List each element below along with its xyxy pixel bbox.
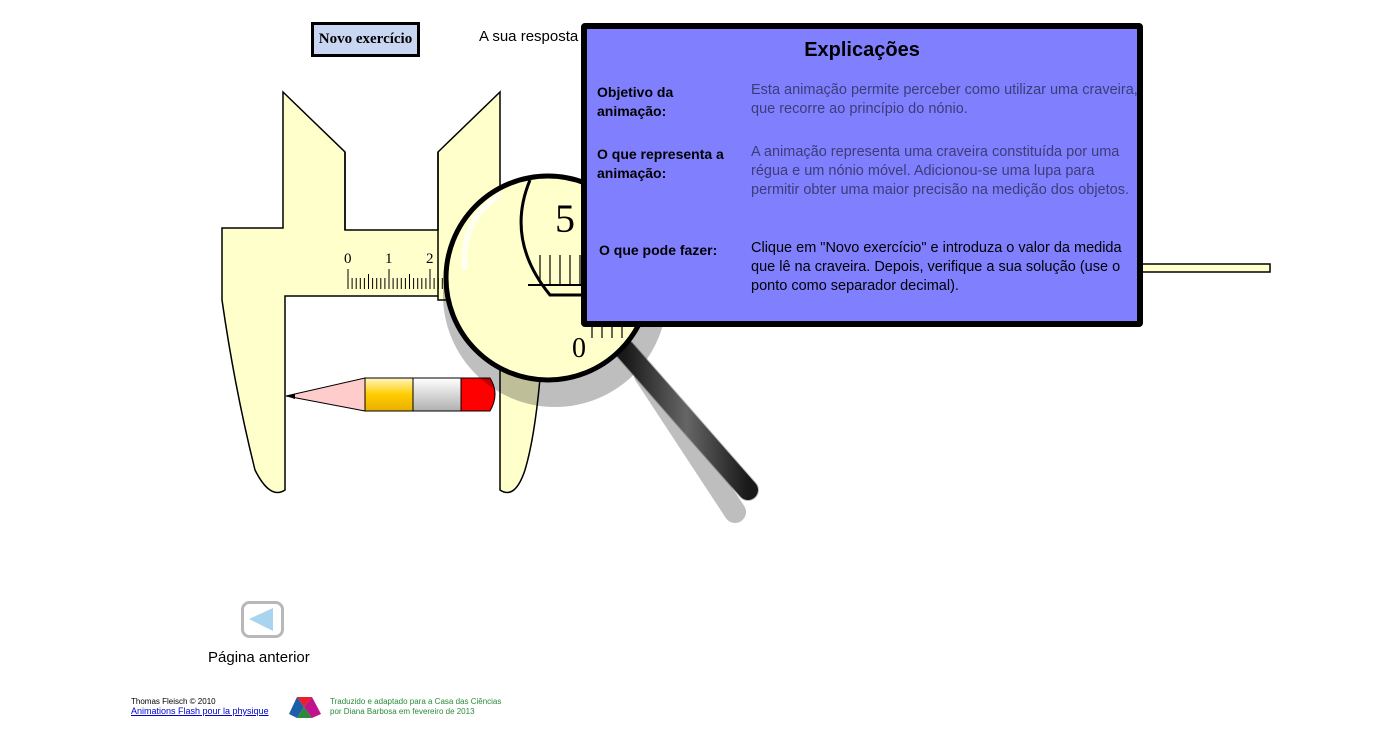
scale-label-2: 2	[426, 251, 434, 267]
row-text-represents: A animação representa uma craveira constituída por uma régua e um nónio móvel. Adicionou-se uma lupa para permitir obter uma maior precisão na medição dos objetos.	[751, 144, 1129, 198]
credit-author: Thomas Fleisch © 2010	[131, 697, 216, 706]
credit-link[interactable]: Animations Flash pour la physique	[131, 706, 269, 716]
credit-translation-line1: Traduzido e adaptado para a Casa das Ciências	[330, 697, 502, 706]
pencil	[286, 378, 495, 411]
credit-translation-line2: por Diana Barbosa em fevereiro de 2013	[330, 707, 475, 716]
row-label-represents: O que representa a animação:	[597, 146, 724, 181]
new-exercise-button[interactable]: Novo exercício	[311, 22, 420, 57]
casa-das-ciencias-logo-icon	[288, 694, 322, 720]
panel-title: Explicações	[804, 39, 920, 61]
explanations-panel	[581, 23, 1143, 327]
row-text-what-to-do: Clique em "Novo exercício" e introduza o valor da medida que lê na craveira. Depois, verifique a sua solução (use o ponto como separador decimal).	[751, 240, 1122, 294]
credit-translation	[330, 697, 501, 717]
magnifier-label-5: 5	[555, 196, 575, 241]
row-text-objective: Esta animação permite perceber como utilizar uma craveira, que recorre ao princípio do nónio.	[751, 82, 1138, 117]
scale-label-0: 0	[344, 251, 352, 267]
previous-page-button[interactable]	[241, 601, 284, 638]
scale-label-1: 1	[385, 251, 393, 267]
answer-label: A sua resposta	[479, 28, 579, 45]
caliper-fixed-body	[222, 92, 455, 493]
magnifier-label-0: 0	[572, 333, 586, 364]
row-label-what-to-do: O que pode fazer:	[599, 242, 718, 258]
row-label-objective: Objetivo da animação:	[597, 84, 674, 119]
previous-page-label: Página anterior	[208, 649, 310, 666]
arrow-left-icon	[241, 601, 284, 638]
